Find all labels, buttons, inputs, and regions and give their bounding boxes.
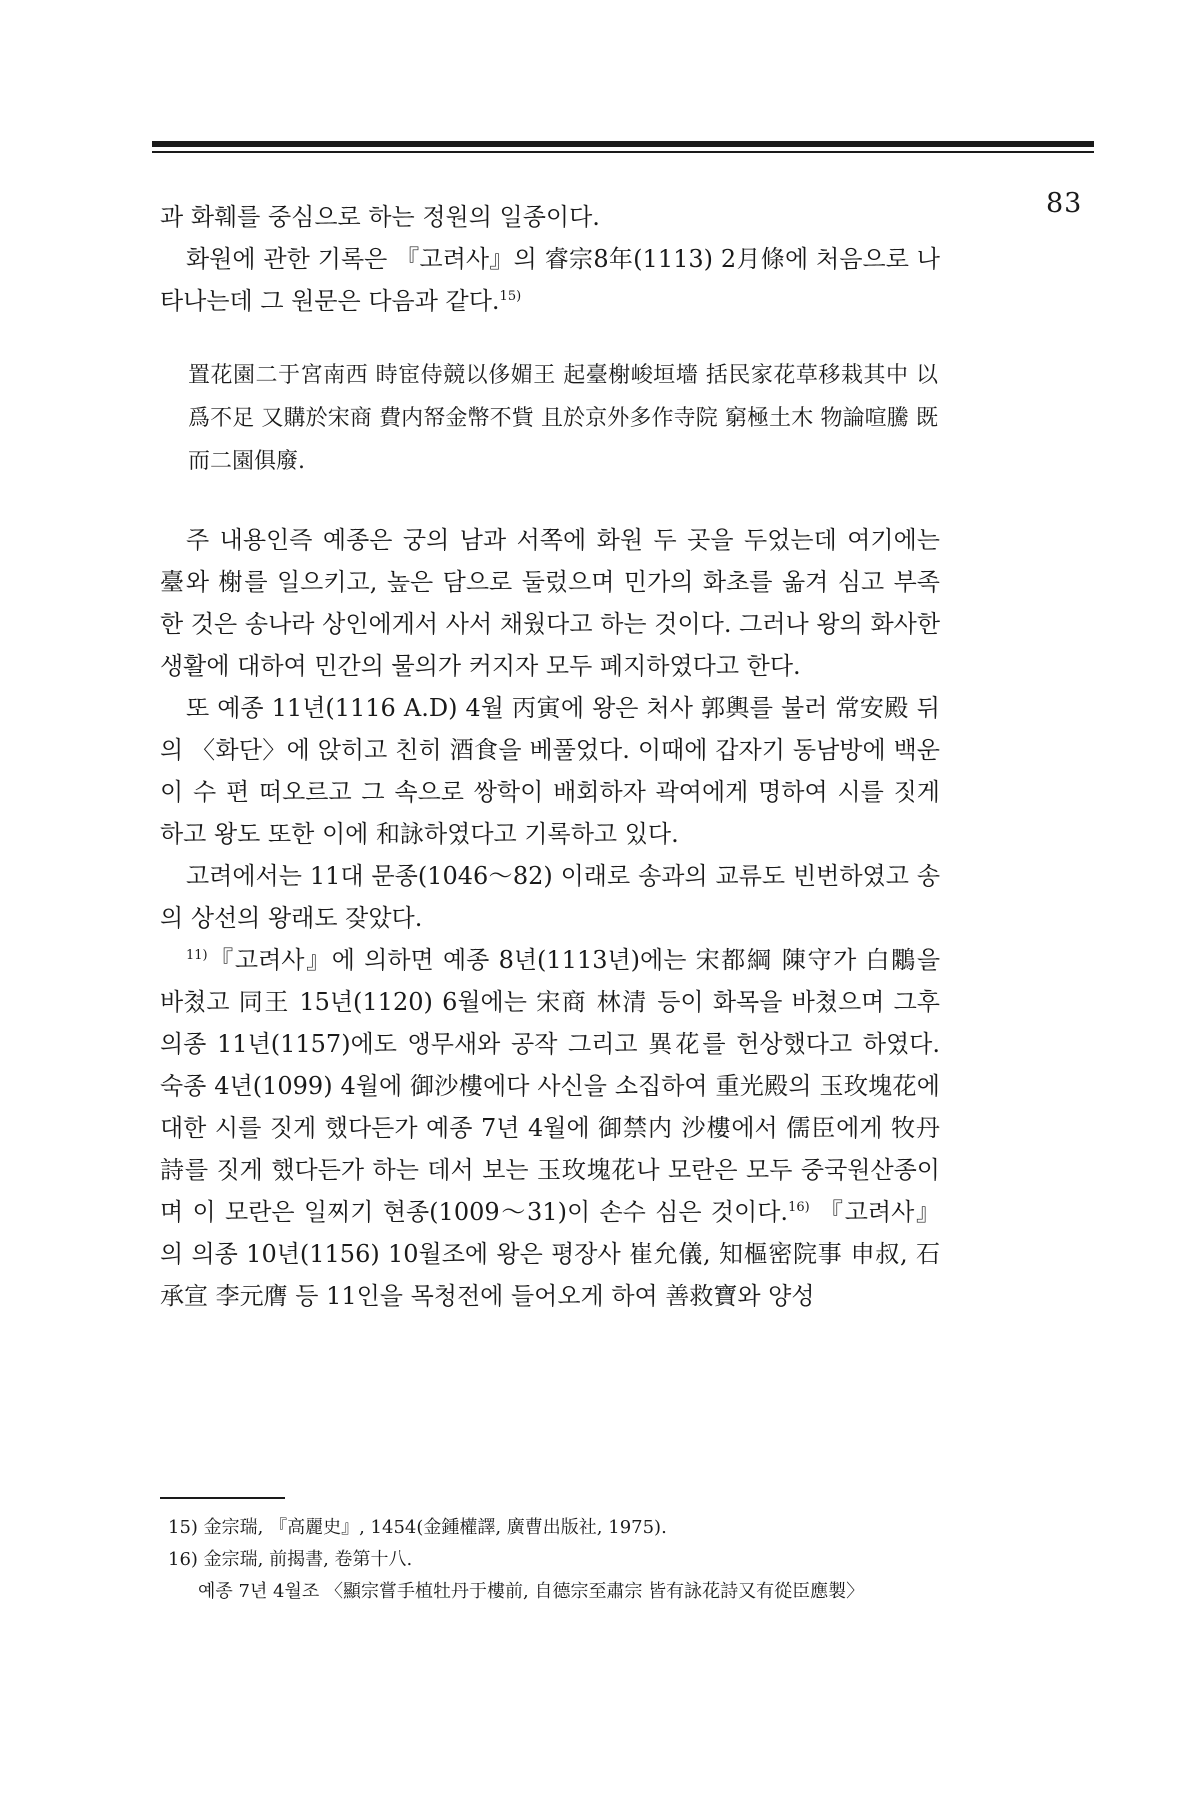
footnote-16-note: 예종 7년 4월조 〈顯宗嘗手植牡丹于樓前, 自德宗至肅宗 皆有詠花詩又有從臣應製〉 [198,1581,865,1602]
footnote-ref-16: 16) [788,1200,810,1215]
paragraph-3: 주 내용인즉 예종은 궁의 남과 서쪽에 화원 두 곳을 두었는데 여기에는 臺와 榭를 일으키고, 높은 담으로 둘렀으며 민가의 화초를 옮겨 심고 부족한 것은 송나라 상인에게서 사서 채웠다고 하는 것이다. 그러나 왕의 화사한 생활에 대하여 민간의 물의가 커지자 모두 폐지하였다고 한다. [160,526,940,680]
paragraph-6: $^{11)}$『고려사』에 의하면 예종 8년(1113년)에는 宋都綱 陳守가 白鷴을 바쳤고 同王 15년(1120) 6월에는 宋商 林清 등이 화목을 바쳤으며 그후 의종 11년(1157)에도 앵무새와 공작 그리고 異花를 헌상했다고 하였다. 숙종 4년(1099) 4월에 御沙樓에다 사신을 소집하여 重光殿의 玉玫塊花에 대한 시를 짓게 했다든가 예종 7년 4월에 御禁内 沙樓에서 儒臣에게 牧丹詩를 짓게 했다든가 하는 데서 보는 玉玫塊花나 모란은 모두 중국원산종이며 이 모란은 일찌기 현종(1009～31)이 손수 심은 것이다.$^{16)}$ 『고려사』의 의종 10년(1156) 10월조에 왕은 평장사 崔允儀, 知樞密院事 申叔, 石承宣 李元膺 등 11인을 목청전에 들어오게 하여 善救寶와 양성 [160,946,940,1310]
paragraph-2: 화원에 관한 기록은 『고려사』의 睿宗8年(1113) 2月條에 처음으로 나타나는데 그 원문은 다음과 같다.$^{15)}$ [160,245,940,315]
footnote-15: 15) 金宗瑞, 『高麗史』, 1454(金鍾權譯, 廣曹出版社, 1975). [168,1517,667,1538]
header-rule-thin [152,151,1094,153]
footnote-ref-15: 15) [499,289,522,304]
footnote-16: 16) 金宗瑞, 前揭書, 卷第十八. [168,1549,413,1570]
paragraph-5: 고려에서는 11대 문종(1046～82) 이래로 송과의 교류도 빈번하였고 송의 상선의 왕래도 잦았다. [160,862,940,932]
paragraph-1: 과 화훼를 중심으로 하는 정원의 일종이다. [160,203,600,231]
footnote-rule [160,1497,285,1499]
footnotes [168,1512,938,1608]
header-rule-thick [152,141,1094,147]
footnote-ref-11: 11) [186,948,208,963]
body-text [160,196,940,1317]
paragraph-4: 또 예종 11년(1116 A.D) 4월 丙寅에 왕은 처사 郭輿를 불러 常安殿 뒤의 〈화단〉에 앉히고 친히 酒食을 베풀었다. 이때에 갑자기 동남방에 백운이 수 편 떠오르고 그 속으로 쌍학이 배회하자 곽여에게 명하여 시를 짓게 하고 왕도 또한 이에 和詠하였다고 기록하고 있다. [160,694,940,848]
classical-chinese-quote: 置花園二于宮南西 時宦侍競以侈媚王 起臺榭峻垣墻 括民家花草移栽其中 以爲不足 又購於宋商 費内帑金幣不貲 且於京外多作寺院 窮極土木 物論喧騰 既而二園俱廢. [188,363,938,474]
page-number: 83 [1046,188,1083,219]
